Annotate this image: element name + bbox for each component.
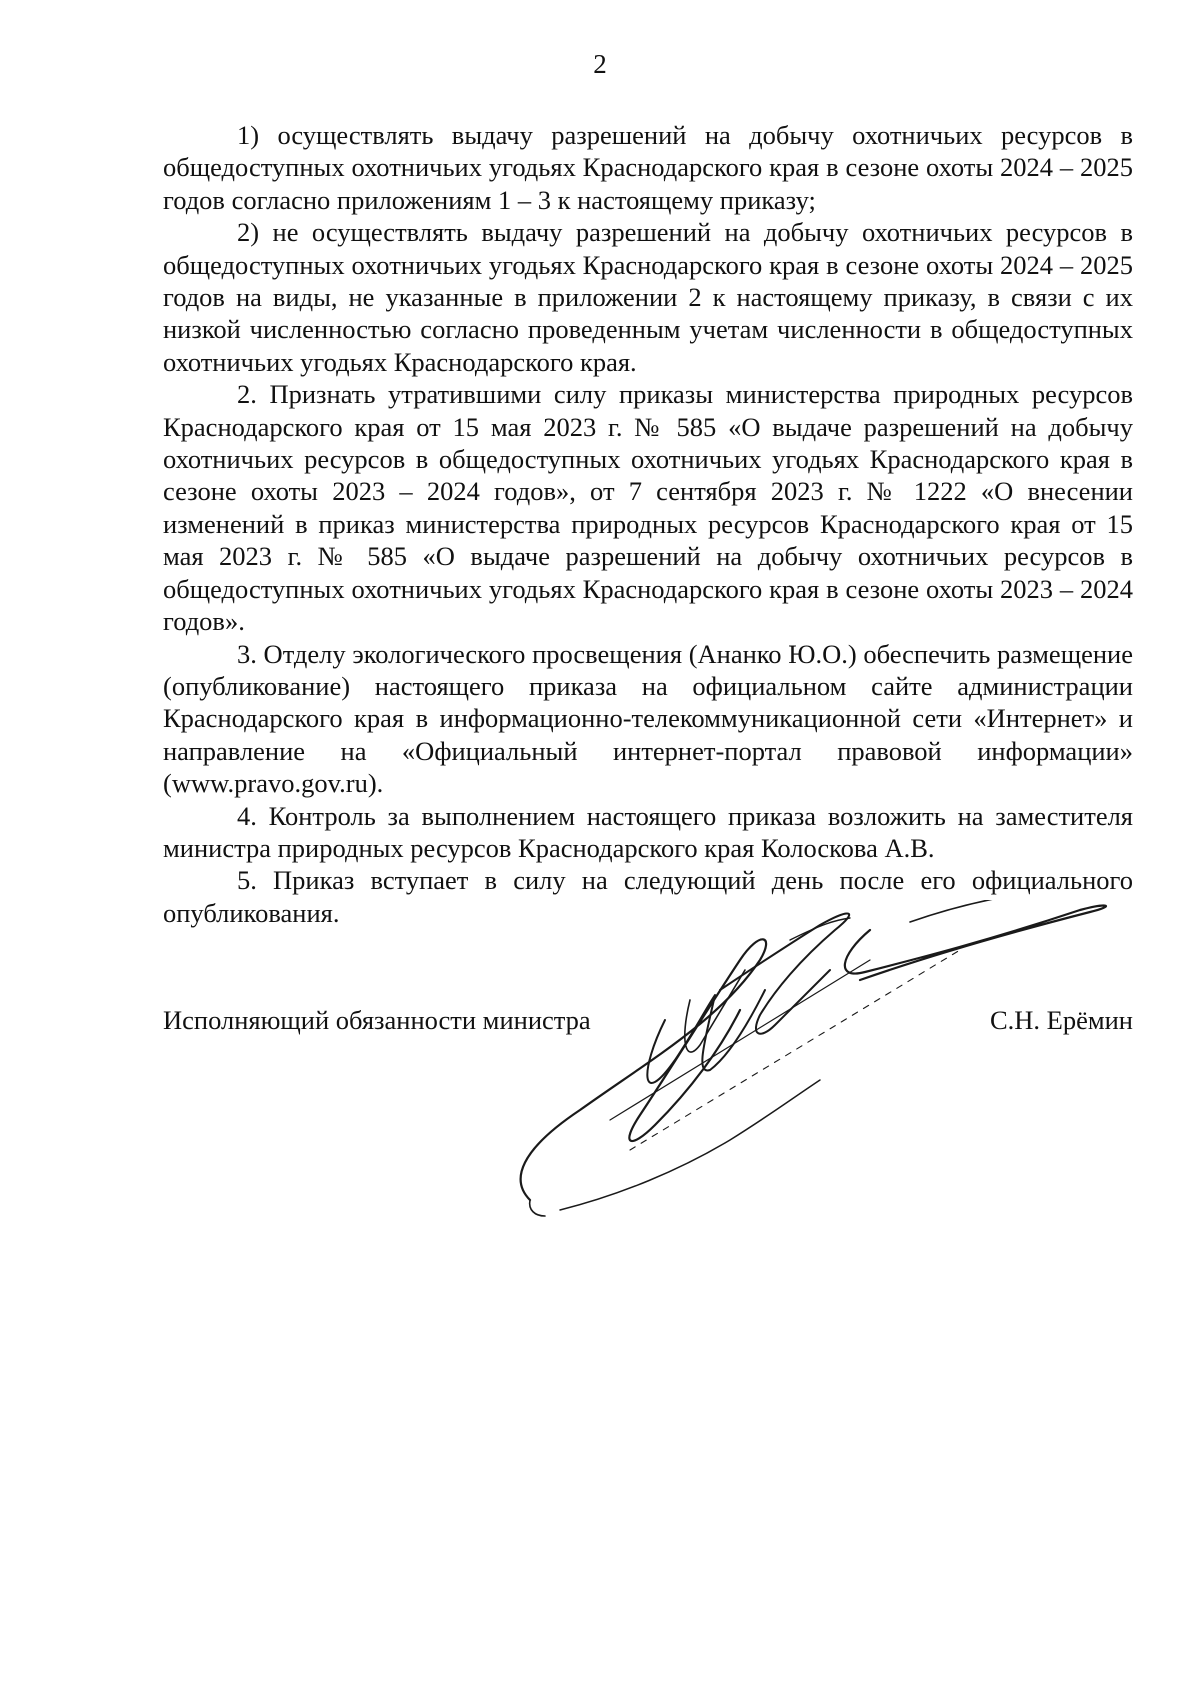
signer-position: Исполняющий обязанности министра	[163, 1005, 591, 1035]
paragraph-1-2: 2) не осуществлять выдачу разрешений на добычу охотничьих ресурсов в общедоступных охотничьих угодьях Краснодарского края в сезоне охоты 2024 – 2025 годов на виды, не указанные в приложении 2 к настоящему приказу, в связи с их низкой численностью согласно проведенным учетам численности в общедоступных охотничьих угодьях Краснодарского края.	[163, 217, 1133, 377]
paragraph-1-1: 1) осуществлять выдачу разрешений на добычу охотничьих ресурсов в общедоступных охотничьих угодьях Краснодарского края в сезоне охоты 2024 – 2025 годов согласно приложениям 1 – 3 к настоящему приказу;	[163, 120, 1133, 215]
page-number: 2	[593, 49, 607, 79]
paragraph-5: 5. Приказ вступает в силу на следующий день после его официального опубликования.	[163, 865, 1133, 928]
paragraph-2: 2. Признать утратившими силу приказы министерства природных ресурсов Краснодарского края от 15 мая 2023 г. № 585 «О выдаче разрешений на добычу охотничьих ресурсов в общедоступных охотничьих угодьях Краснодарского края в сезоне охоты 2023 – 2024 годов», от 7 сентября 2023 г. № 1222 «О внесении изменений в приказ министерства природных ресурсов Краснодарского края от 15 мая 2023 г. № 585 «О выдаче разрешений на добычу охотничьих ресурсов в общедоступных охотничьих угодьях Краснодарского края в сезоне охоты 2023 – 2024 годов».	[163, 379, 1133, 637]
signature-block	[163, 1004, 1133, 1044]
paragraph-4: 4. Контроль за выполнением настоящего приказа возложить на заместителя министра природных ресурсов Краснодарского края Колоскова А.В.	[163, 800, 1133, 863]
paragraph-3: 3. Отделу экологического просвещения (Ананко Ю.О.) обеспечить размещение (опубликование) настоящего приказа на официальном сайте администрации Краснодарского края в информационно-телекоммуникационной сети «Интернет» и направление на «Официальный интернет-портал правовой информации» (www.pravo.gov.ru).	[163, 638, 1133, 799]
document-body	[163, 119, 1133, 929]
signer-name: С.Н. Ерёмин	[989, 1005, 1133, 1035]
handwritten-signature	[490, 900, 1130, 1220]
